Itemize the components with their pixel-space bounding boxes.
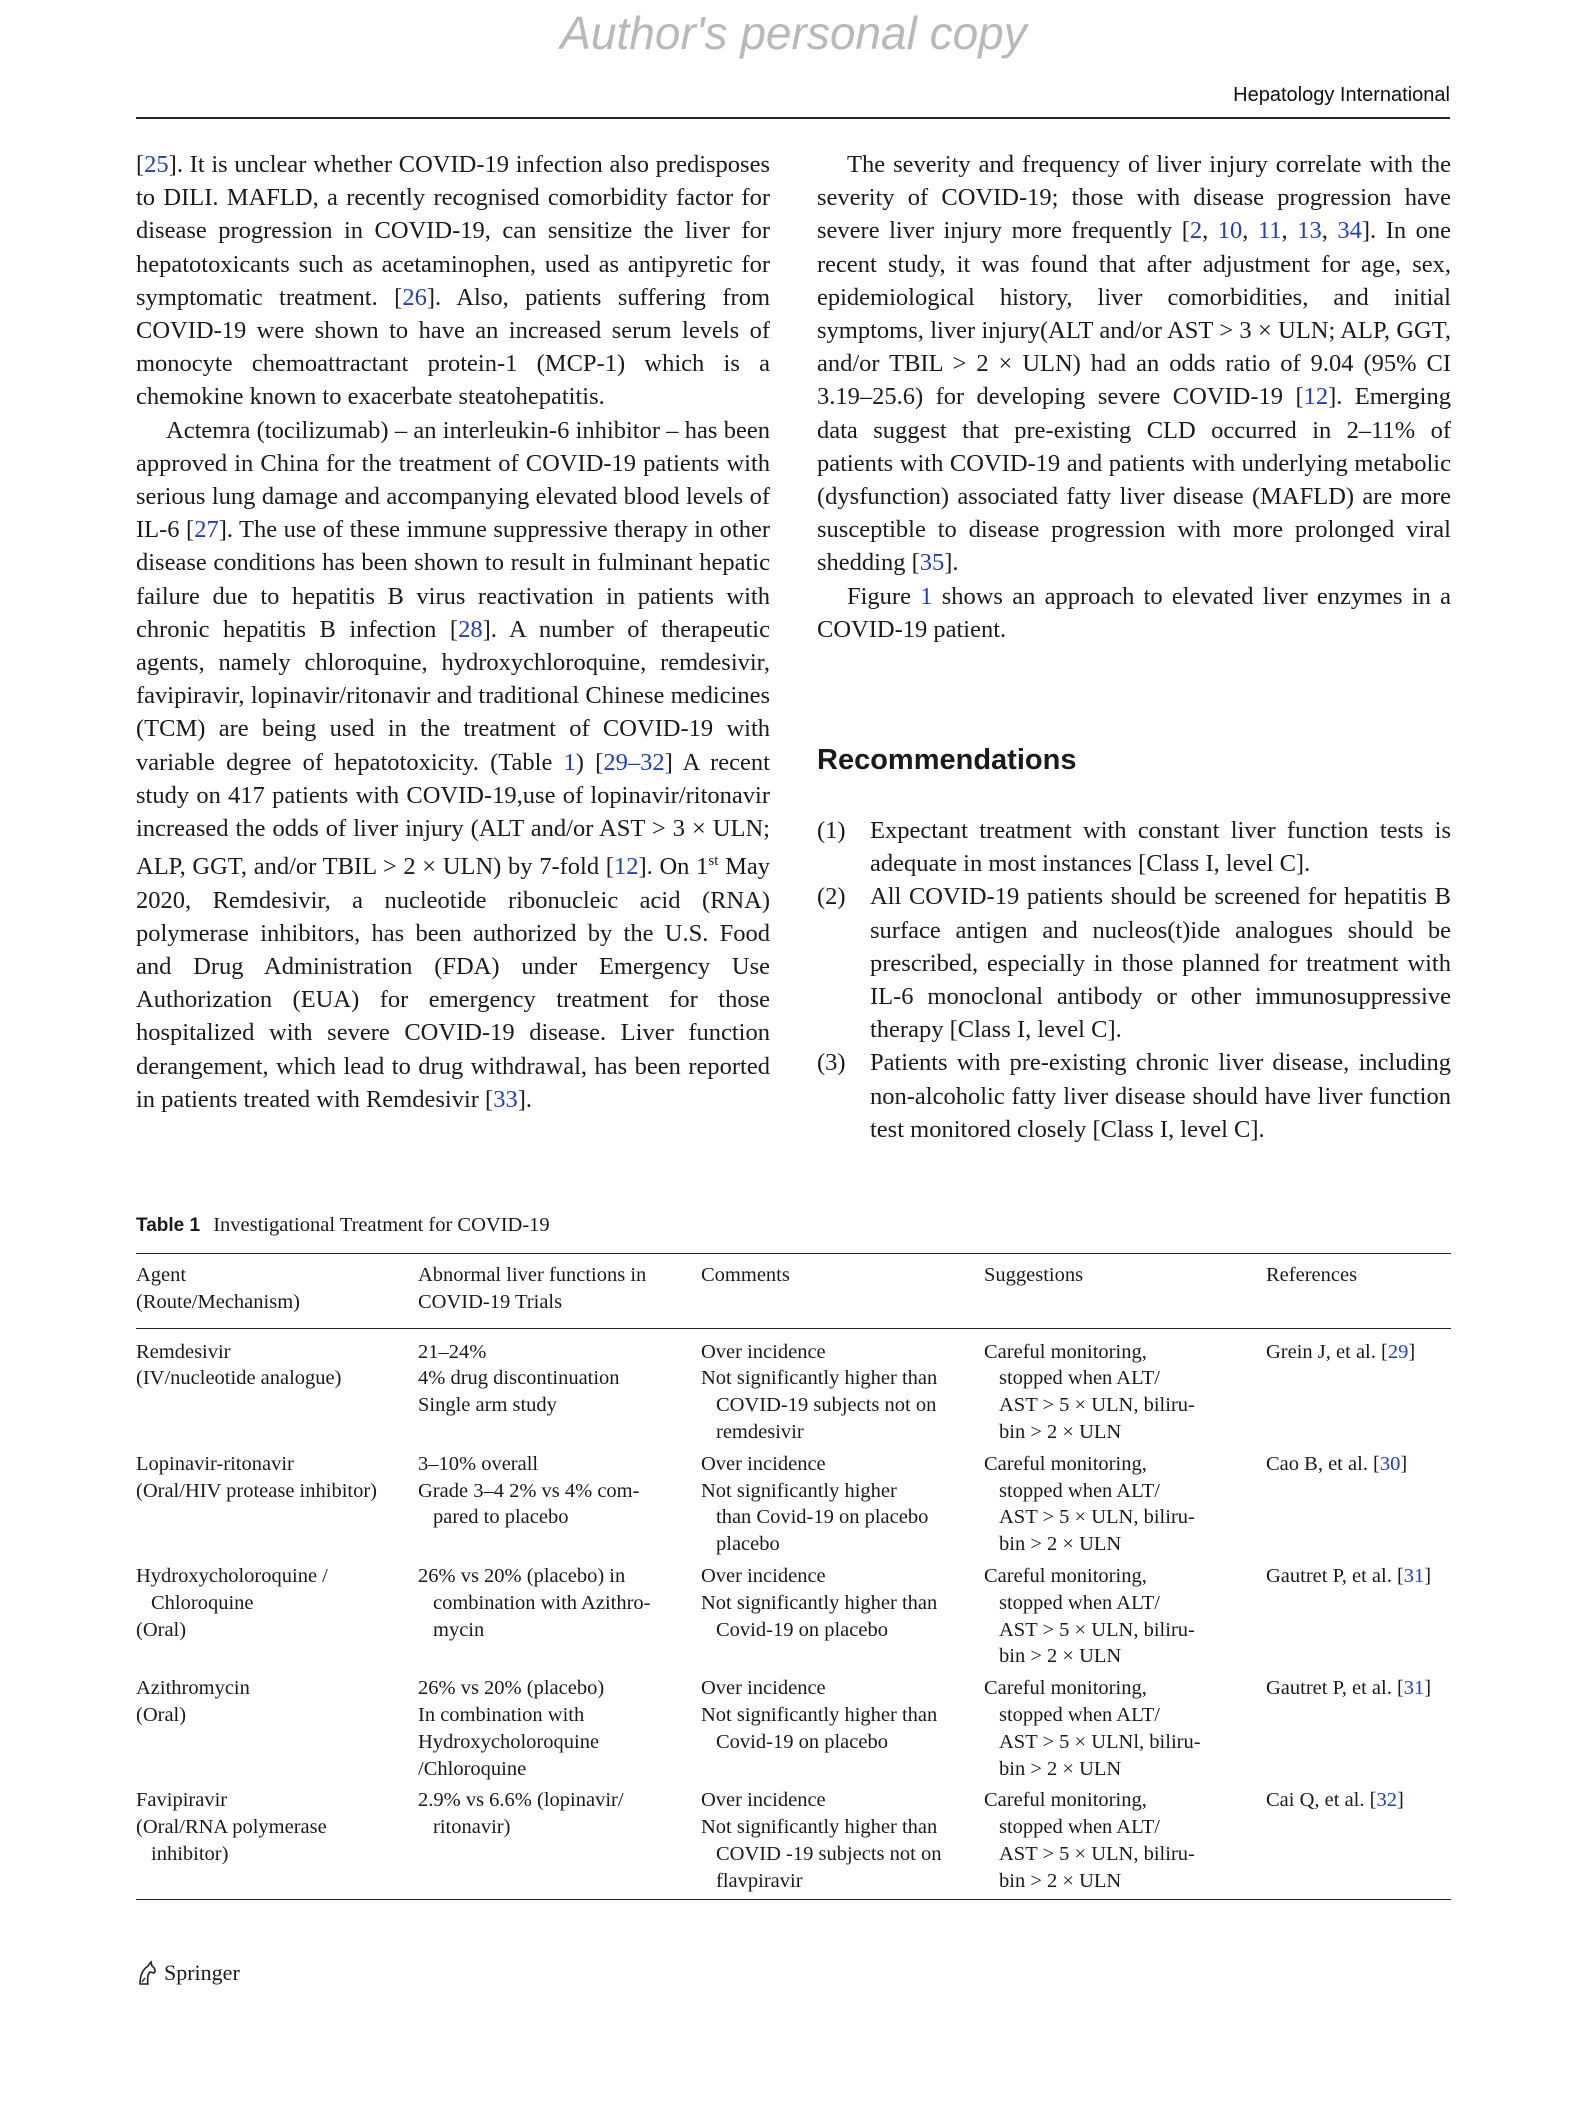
cell-line: 26% vs 20% (placebo) in xyxy=(418,1564,626,1587)
references-cell: Gautret P, et al. [31] xyxy=(1266,1564,1432,1587)
suggestions-cell xyxy=(984,1787,1266,1899)
citation-link[interactable]: 35 xyxy=(919,549,945,577)
cell-line: placebo xyxy=(716,1533,780,1556)
recommendations-list xyxy=(817,814,1451,1146)
comments-cell xyxy=(701,1787,984,1899)
cell-line: (IV/nucleotide analogue) xyxy=(136,1367,342,1390)
paragraph-right-2: Figure 1 shows an approach to elevated liver enzymes in a COVID-19 patient. xyxy=(817,582,1451,643)
header-line: Comments xyxy=(701,1264,790,1286)
footer xyxy=(136,1960,240,1986)
cell-line: Careful monitoring, xyxy=(984,1677,1147,1700)
cell-line: bin > 2 × ULN xyxy=(999,1533,1122,1556)
table-label: Table 1 xyxy=(136,1215,201,1236)
abnormal-liver-cell xyxy=(418,1328,701,1451)
table-caption-text: Investigational Treatment for COVID-19 xyxy=(213,1214,550,1236)
table-header-cell xyxy=(418,1254,701,1329)
cell-line: bin > 2 × ULN xyxy=(999,1645,1122,1668)
abnormal-liver-cell xyxy=(418,1787,701,1899)
cell-line: 2.9% vs 6.6% (lopinavir/ xyxy=(418,1789,624,1812)
cell-line: Single arm study xyxy=(418,1394,557,1417)
recommendation-number: (2) xyxy=(817,883,846,911)
cell-line: stopped when ALT/ xyxy=(999,1479,1160,1502)
cell-line: COVID -19 subjects not on xyxy=(716,1842,942,1865)
cell-line: Over incidence xyxy=(701,1677,826,1700)
cell-line: /Chloroquine xyxy=(418,1757,527,1780)
watermark: Author's personal copy xyxy=(560,7,1027,59)
suggestions-cell xyxy=(984,1675,1266,1787)
citation-link[interactable]: 28 xyxy=(458,615,483,643)
recommendation-number: (3) xyxy=(817,1049,846,1077)
cell-line: COVID-19 subjects not on xyxy=(716,1394,937,1417)
cell-line: (Oral) xyxy=(136,1618,187,1641)
cell-line: stopped when ALT/ xyxy=(999,1816,1160,1839)
right-column xyxy=(817,148,1451,646)
table-header-cell xyxy=(701,1254,984,1329)
table-row xyxy=(136,1563,1451,1675)
agent-cell xyxy=(136,1328,418,1451)
left-column xyxy=(136,148,770,1116)
recommendation-item xyxy=(817,814,1451,880)
publisher-name: Springer xyxy=(164,1960,240,1985)
table-header-row xyxy=(136,1254,1451,1329)
cell-line: Careful monitoring, xyxy=(984,1789,1147,1812)
cell-line: mycin xyxy=(433,1618,485,1641)
cell-line: Over incidence xyxy=(701,1789,826,1812)
cell-line: Over incidence xyxy=(701,1452,826,1475)
citation-link[interactable]: 25 xyxy=(144,151,169,178)
agent-cell xyxy=(136,1675,418,1787)
cell-line: 3–10% overall xyxy=(418,1452,539,1475)
recommendation-text: Expectant treatment with constant liver function tests is adequate in most instances [Class I, level C]. xyxy=(870,817,1451,878)
header-line: COVID-19 Trials xyxy=(418,1290,563,1313)
citation-link[interactable]: 34 xyxy=(1337,217,1362,245)
cell-line: stopped when ALT/ xyxy=(999,1703,1160,1726)
citation-link[interactable]: 12 xyxy=(613,853,639,881)
citation-link[interactable]: 29–32 xyxy=(603,748,665,776)
cell-line: Covid-19 on placebo xyxy=(716,1730,888,1753)
cell-line: Careful monitoring, xyxy=(984,1452,1147,1475)
header-line: References xyxy=(1266,1264,1358,1286)
cell-line: (Oral/HIV protease inhibitor) xyxy=(136,1479,377,1502)
cell-line: Not significantly higher than xyxy=(701,1816,938,1839)
table-row xyxy=(136,1451,1451,1563)
citation-link[interactable]: 27 xyxy=(194,516,219,544)
cell-line: AST > 5 × ULNl, biliru- xyxy=(999,1730,1201,1753)
treatment-table xyxy=(136,1253,1451,1900)
cell-line: Not significantly higher than xyxy=(701,1703,938,1726)
cell-line: Lopinavir-ritonavir xyxy=(136,1452,294,1475)
comments-cell xyxy=(701,1563,984,1675)
cell-line: Over incidence xyxy=(701,1340,826,1363)
cell-line: 4% drug discontinuation xyxy=(418,1367,620,1390)
citation-link[interactable]: 33 xyxy=(493,1085,518,1113)
citation-link[interactable]: 1 xyxy=(563,748,576,776)
suggestions-cell xyxy=(984,1563,1266,1675)
cell-line: Careful monitoring, xyxy=(984,1340,1147,1363)
abnormal-liver-cell xyxy=(418,1563,701,1675)
cell-line: Grade 3–4 2% vs 4% com- xyxy=(418,1479,640,1502)
suggestions-cell xyxy=(984,1328,1266,1451)
paragraph-right-1: The severity and frequency of liver injury correlate with the severity of COVID-19; those with disease progression have severe liver injury more frequently [2, 10, 11, 13, 34]. In one recent study, it was found that after adjustment for age, sex, epidemiological history, liver comorbidities, and initial symptoms, liver injury(ALT and/or AST > 3 × ULN; ALP, GGT, and/or TBIL > 2 × ULN) had an odds ratio of 9.04 (95% CI 3.19–25.6) for developing severe COVID-19 [12]. Emerging data suggest that pre-existing CLD occurred in 2–11% of patients with COVID-19 and patients with underlying metabolic (dysfunction) associated fatty liver disease (MAFLD) are more susceptible to disease progression with more prolonged viral shedding [35]. xyxy=(817,151,1452,577)
agent-cell xyxy=(136,1563,418,1675)
abnormal-liver-cell xyxy=(418,1451,701,1563)
references-cell: Cai Q, et al. [32] xyxy=(1266,1787,1451,1899)
cell-line: In combination with xyxy=(418,1703,585,1726)
citation-link[interactable]: 31 xyxy=(1403,1677,1425,1700)
cell-line: inhibitor) xyxy=(151,1842,229,1865)
table-row xyxy=(136,1787,1451,1899)
header-rule xyxy=(136,117,1450,119)
cell-line: stopped when ALT/ xyxy=(999,1591,1160,1614)
recommendation-item xyxy=(817,880,1451,1046)
recommendation-item xyxy=(817,1046,1451,1146)
cell-line: Not significantly higher than xyxy=(701,1591,938,1614)
header-line: (Route/Mechanism) xyxy=(136,1290,300,1313)
cell-line: 21–24% xyxy=(418,1340,487,1363)
cell-line: flavpiravir xyxy=(716,1869,803,1892)
cell-line: AST > 5 × ULN, biliru- xyxy=(999,1506,1195,1529)
cell-line: Not significantly higher xyxy=(701,1479,897,1502)
cell-line: Remdesivir xyxy=(136,1340,231,1363)
cell-line: AST > 5 × ULN, biliru- xyxy=(999,1842,1195,1865)
superscript: st xyxy=(708,853,719,870)
cell-line: bin > 2 × ULN xyxy=(999,1757,1122,1780)
section-heading-recommendations: Recommendations xyxy=(817,744,1077,776)
header-line: Agent xyxy=(136,1264,187,1286)
citation-link[interactable]: 32 xyxy=(1376,1789,1397,1812)
cell-line: Over incidence xyxy=(701,1564,826,1587)
cell-line: Chloroquine xyxy=(151,1591,254,1614)
citation-link[interactable]: 26 xyxy=(402,283,427,311)
cell-line: ritonavir) xyxy=(433,1816,511,1839)
references-cell: Cao B, et al. [30] xyxy=(1266,1452,1408,1475)
cell-line: Covid-19 on placebo xyxy=(716,1618,888,1641)
cell-line: bin > 2 × ULN xyxy=(999,1420,1122,1443)
comments-cell xyxy=(701,1451,984,1563)
citation-link[interactable]: 29 xyxy=(1387,1340,1409,1363)
cell-line: bin > 2 × ULN xyxy=(999,1869,1122,1892)
cell-line: AST > 5 × ULN, biliru- xyxy=(999,1618,1195,1641)
paragraph-left-2: Actemra (tocilizumab) – an interleukin-6 inhibitor – has been approved in China for the treatment of COVID-19 patients with serious lung damage and accompanying elevated blood levels of IL-6 [27]. The use of these immune suppressive therapy in other disease conditions has been shown to result in fulminant hepatic failure due to hepatitis B virus reactivation in patients with chronic hepatitis B infection [28]. A number of therapeutic agents, namely chloroquine, hydroxychloroquine, remdesivir, favipiravir, lopinavir/ritonavir and traditional Chinese medicines (TCM) are being used in the treatment of COVID-19 with variable degree of hepatotoxicity. (Table 1) [29–32] A recent study on 417 patients with COVID-19,use of lopinavir/ritonavir increased the odds of liver injury (ALT and/or AST > 3 × ULN; ALP, GGT, and/or TBIL > 2 × ULN) by 7-fold [12]. On 1st May 2020, Remdesivir, a nucleotide ribonucleic acid (RNA) polymerase inhibitors, has been authorized by the U.S. Food and Drug Administration (FDA) under Emergency Use Authorization (EUA) for emergency treatment for those hospitalized with severe COVID-19 disease. Liver function derangement, which lead to drug withdrawal, has been reported in patients treated with Remdesivir [33]. xyxy=(136,416,771,1113)
cell-line: AST > 5 × ULN, biliru- xyxy=(999,1394,1195,1417)
references-cell: Gautret P, et al. [31] xyxy=(1266,1677,1432,1700)
header-line: Abnormal liver functions in xyxy=(418,1264,647,1286)
citation-link[interactable]: 1 xyxy=(920,582,933,610)
cell-line: pared to placebo xyxy=(433,1506,569,1529)
cell-line: Hydroxycholoroquine xyxy=(418,1730,600,1753)
table-body xyxy=(136,1328,1451,1899)
cell-line: (Oral) xyxy=(136,1703,187,1726)
table-row xyxy=(136,1675,1451,1787)
citation-link[interactable]: 2 xyxy=(1189,217,1203,245)
cell-line: Favipiravir xyxy=(136,1789,228,1812)
citation-link[interactable]: 10 xyxy=(1217,217,1243,245)
table-caption xyxy=(136,1214,550,1237)
springer-horse-icon xyxy=(136,1960,158,1986)
cell-line: combination with Azithro- xyxy=(433,1591,651,1614)
cell-line: 26% vs 20% (placebo) xyxy=(418,1677,605,1700)
recommendation-text: All COVID-19 patients should be screened for hepatitis B surface antigen and nucleos(t)ide analogues should be prescribed, especially in those planned for treatment with IL-6 monoclonal antibody or other immunosuppressive therapy [Class I, level C]. xyxy=(870,883,1451,1044)
table-header-cell xyxy=(1266,1254,1451,1329)
citation-link[interactable]: 11 xyxy=(1257,217,1282,245)
cell-line: (Oral/RNA polymerase xyxy=(136,1816,327,1839)
comments-cell xyxy=(701,1328,984,1451)
recommendation-text: Patients with pre-existing chronic liver disease, including non-alcoholic fatty liver disease should have liver function test monitored closely [Class I, level C]. xyxy=(870,1049,1451,1143)
table-header-cell xyxy=(984,1254,1266,1329)
cell-line: than Covid-19 on placebo xyxy=(716,1506,929,1529)
agent-cell xyxy=(136,1787,418,1899)
suggestions-cell xyxy=(984,1451,1266,1563)
table-row xyxy=(136,1328,1451,1451)
cell-line: remdesivir xyxy=(716,1420,804,1443)
cell-line: Azithromycin xyxy=(136,1677,250,1700)
citation-link[interactable]: 12 xyxy=(1303,383,1329,411)
table-header-cell xyxy=(136,1254,418,1329)
abnormal-liver-cell xyxy=(418,1675,701,1787)
citation-link[interactable]: 31 xyxy=(1403,1564,1425,1587)
paragraph-left-1: [25]. It is unclear whether COVID-19 infection also predisposes to DILI. MAFLD, a recently recognised comorbidity factor for disease progression in COVID-19, can sensitize the liver for hepatotoxicants such as acetaminophen, used as antipyretic for symptomatic treatment. [26]. Also, patients suffering from COVID-19 were shown to have an increased serum levels of monocyte chemoattractant protein-1 (MCP-1) which is a chemokine known to exacerbate steatohepatitis. xyxy=(136,151,770,411)
cell-line: stopped when ALT/ xyxy=(999,1367,1160,1390)
cell-line: Hydroxycholoroquine / xyxy=(136,1564,328,1587)
cell-line: Not significantly higher than xyxy=(701,1367,938,1390)
header-line: Suggestions xyxy=(984,1264,1084,1286)
agent-cell xyxy=(136,1451,418,1563)
recommendation-number: (1) xyxy=(817,817,846,844)
cell-line: Careful monitoring, xyxy=(984,1564,1147,1587)
comments-cell xyxy=(701,1675,984,1787)
citation-link[interactable]: 13 xyxy=(1297,217,1322,245)
references-cell: Grein J, et al. [29] xyxy=(1266,1340,1416,1363)
journal-name: Hepatology International xyxy=(1233,84,1450,106)
citation-link[interactable]: 30 xyxy=(1379,1452,1401,1475)
